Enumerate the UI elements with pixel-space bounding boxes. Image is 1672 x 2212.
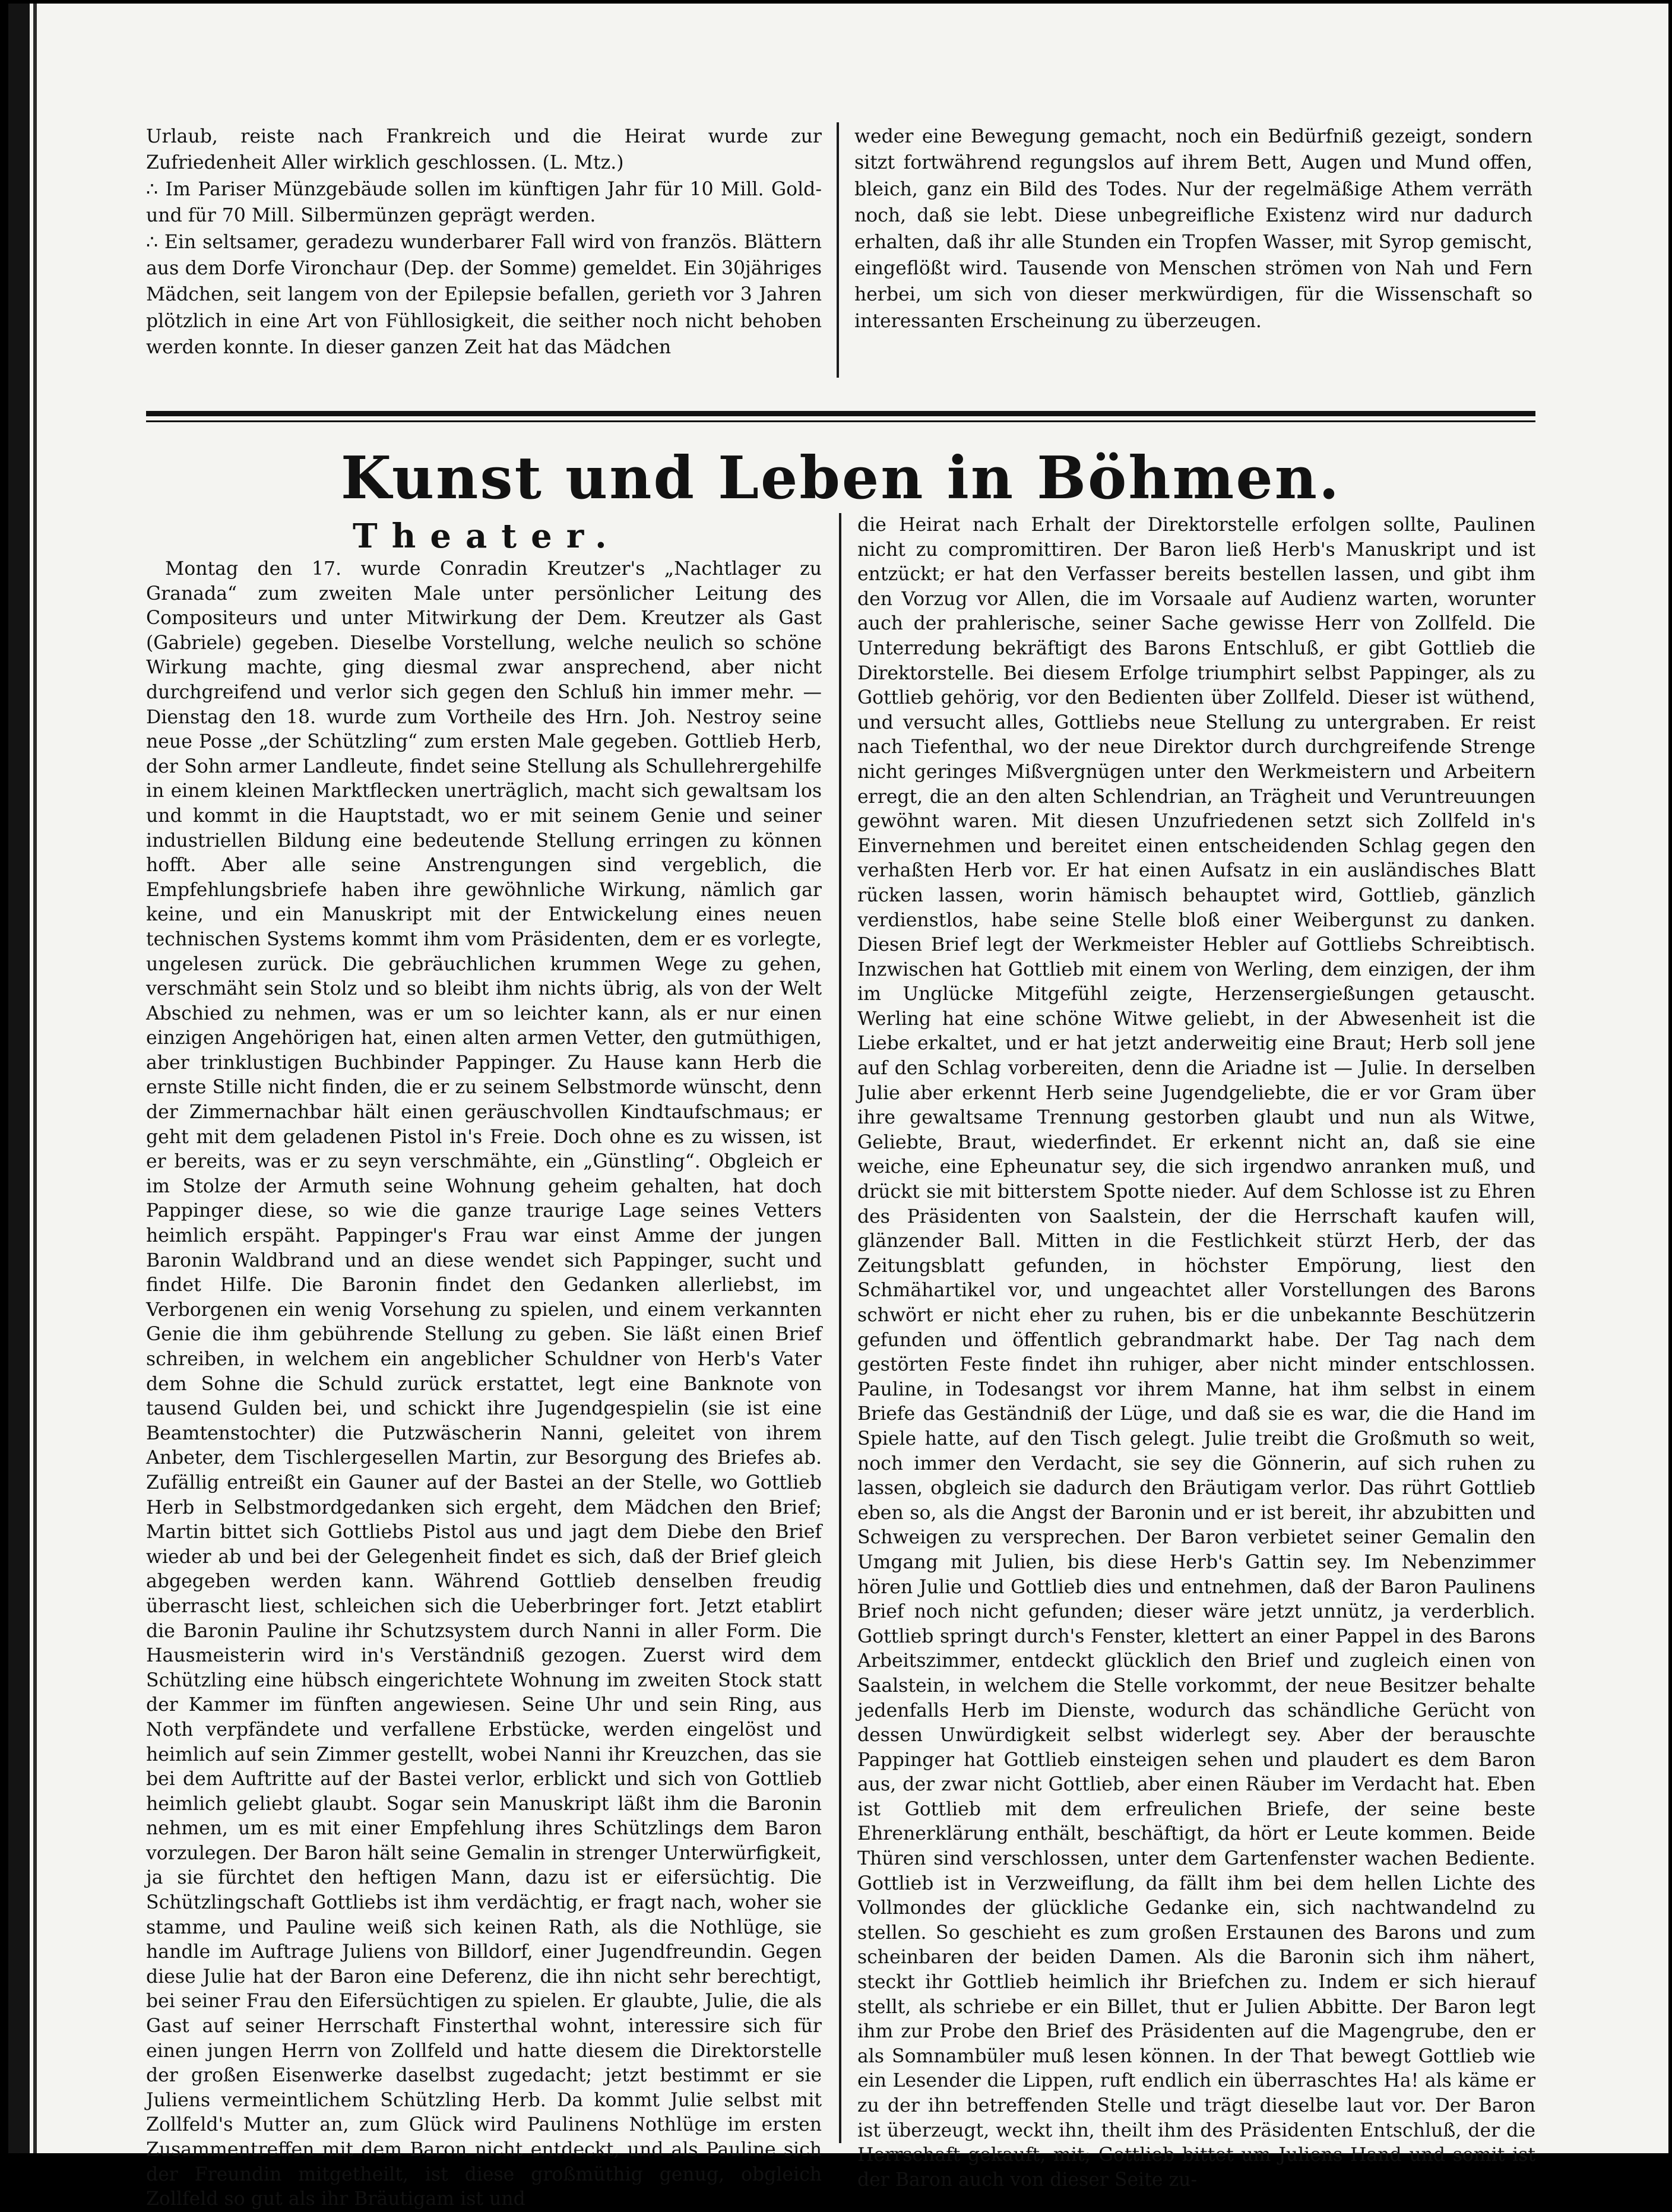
- news-item-continuation: weder eine Bewegung gemacht, noch ein Bedürfniß gezeigt, sondern sitzt fortwährend regungslos auf ihrem Bett, Augen und Mund offen, bleich, ganz ein Bild des Todes. Nur der regelmäßige Athem verräth noch, daß sie lebt. Diese unbegreifliche Existenz wird nur dadurch erhalten, daß ihr alle Stunden ein Tropfen Wasser, mit Syrop gemischt, eingeflößt wird. Tausende von Menschen strömen von Nah und Fern herbei, um sich von dieser merkwürdigen, für die Wissenschaft so interessanten Erscheinung zu überzeugen.: [854, 126, 1532, 332]
- newspaper-page: [8, 4, 1668, 2210]
- column-divider-top: [837, 122, 839, 378]
- top-right-column: [854, 124, 1532, 391]
- section-rule-thick: [146, 411, 1535, 416]
- column-divider-main: [839, 513, 841, 2143]
- main-left-column: [146, 557, 822, 2210]
- theater-review-part-1: Montag den 17. wurde Conradin Kreutzer's „Nachtlager zu Granada“ zum zweiten Male unter persönlicher Leitung des Compositeurs und unter Mitwirkung der Dem. Kreutzer als Gast (Gabriele) gegeben. Dieselbe Vorstellung, welche neulich so schöne Wirkung machte, ging diesmal zwar ansprechend, aber nicht durchgreifend und verlor sich gegen den Schluß hin immer mehr. — Dienstag den 18. wurde zum Vortheile des Hrn. Joh. Nestroy seine neue Posse „der Schützling“ zum ersten Male gegeben. Gottlieb Herb, der Sohn armer Landleute, findet seine Stellung als Schullehrergehilfe in einem kleinen Marktflecken unerträglich, macht sich gewaltsam los und kommt in die Hauptstadt, wo er mit seinem Genie und seiner industriellen Bildung eine bedeutende Stellung erringen zu können hofft. Aber alle seine Anstrengungen sind vergeblich, die Empfehlungsbriefe haben ihre gewöhnliche Wirkung, nämlich gar keine, und ein Manuskript mit der Entwickelung eines neuen technischen Systems kommt ihm vom Präsidenten, dem er es vorlegte, ungelesen zurück. Die gebräuchlichen krummen Wege zu gehen, verschmäht sein Stolz und so bleibt ihm nichts übrig, als von der Welt Abschied zu nehmen, was er um so leichter kann, als er nur einen einzigen Angehörigen hat, einen alten armen Vetter, den gutmüthigen, aber trinklustigen Buchbinder Pappinger. Zu Hause kann Herb die ernste Stille nicht finden, die er zu seinem Selbstmorde wünscht, denn der Zimmernachbar hält einen geräuschvollen Kindtaufschmaus; er geht mit dem geladenen Pistol in's Freie. Doch ohne es zu wissen, ist er bereits, was er zu seyn verschmähte, ein „Günstling“. Obgleich er im Stolze der Armuth seine Wohnung geheim gehalten, hat doch Pappinger diese, so wie die ganze traurige Lage seines Vetters heimlich erspäht. Pappinger's Frau war einst Amme der jungen Baronin Waldbrand und an diese wendet sich Pappinger, sucht und findet Hilfe. Die Baronin findet den Gedanken allerliebst, im Verborgenen ein wenig Vorsehung zu spielen, und einem verkannten Genie die ihm gebührende Stellung zu geben. Sie läßt einen Brief schreiben, in welchem ein angeblicher Schuldner von Herb's Vater dem Sohne die Schuld zurück erstattet, legt eine Banknote von tausend Gulden bei, und schickt ihre Jugendgespielin (sie ist eine Beamtenstochter) die Putzwäscherin Nanni, geleitet von ihrem Anbeter, dem Tischlergesellen Martin, zur Besorgung des Briefes ab. Zufällig entreißt ein Gauner auf der Bastei an der Stelle, wo Gottlieb Herb in Selbstmordgedanken sich ergeht, dem Mädchen den Brief; Martin bittet sich Gottliebs Pistol aus und jagt dem Diebe den Brief wieder ab und bei der Gelegenheit findet es sich, daß der Brief gleich abgegeben werden kann. Während Gottlieb denselben freudig überrascht liest, schleichen sich die Ueberbringer fort. Jetzt etablirt die Baronin Pauline ihr Schutzsystem durch Nanni in aller Form. Die Hausmeisterin wird in's Verständniß gezogen. Zuerst wird dem Schützling eine hübsch eingerichtete Wohnung im zweiten Stock statt der Kammer im fünften angewiesen. Seine Uhr und sein Ring, aus Noth verpfändete und verfallene Erbstücke, werden eingelöst und heimlich auf sein Zimmer gestellt, wobei Nanni ihr Kreuzchen, das sie bei dem Auftritte auf der Bastei verlor, erblickt und sich von Gottlieb heimlich geliebt glaubt. Sogar sein Manuskript läßt ihm die Baronin nehmen, um es mit einer Empfehlung ihres Schützlings dem Baron vorzulegen. Der Baron hält seine Gemalin in strenger Unterwürfigkeit, ja sie fürchtet den heftigen Mann, dazu ist er eifersüchtig. Die Schützlingschaft Gottliebs ist ihm verdächtig, er fragt nach, woher sie stamme, und Pauline weiß sich keinen Rath, als die Nothlüge, sie handle im Auftrage Juliens von Billdorf, einer Jugendfreundin. Gegen diese Julie hat der Baron eine Deferenz, die ihn nicht sehr berechtigt, bei seiner Frau den Eifersüchtigen zu spielen. Er glaubte, Julie, die als Gast auf seiner Herrschaft Finsterthal wohnt, interessire sich für einen jungen Herrn von Zollfeld und hatte diesem die Direktorstelle der großen Eisenwerke daselbst zugedacht; jetzt bestimmt er sie Juliens vermeintlichem Schützling Herb. Da kommt Julie selbst mit Zollfeld's Mutter an, zum Glück wird Paulinens Nothlüge im ersten Zusammentreffen mit dem Baron nicht entdeckt, und als Pauline sich der Freundin mitgetheilt, ist diese großmüthig genug, obgleich Zollfeld so gut als ihr Bräutigam ist und: [146, 558, 822, 2210]
- news-item-paris-mint: ∴ Im Pariser Münzgebäude sollen im künftigen Jahr für 10 Mill. Gold- und für 70 Mill. Silbermünzen geprägt werden.: [146, 178, 822, 227]
- book-spine: [8, 4, 30, 2153]
- section-title: Kunst und Leben in Böhmen.: [340, 444, 1341, 512]
- news-item-closing: Urlaub, reiste nach Frankreich und die Heirat wurde zur Zufriedenheit Aller wirklich geschlossen. (L. Mtz.): [146, 126, 822, 174]
- main-right-column: [857, 513, 1535, 2191]
- book-spine-edge: [33, 4, 37, 2153]
- news-item-strange-case: ∴ Ein seltsamer, geradezu wunderbarer Fall wird von französ. Blättern aus dem Dorfe Vironchaur (Dep. der Somme) gemeldet. Ein 30jähriges Mädchen, seit langem von der Epilepsie befallen, gerieth vor 3 Jahren plötzlich in eine Art von Fühllosigkeit, die seither noch nicht behoben werden konnte. In dieser ganzen Zeit hat das Mädchen: [146, 231, 822, 359]
- section-rule-thin: [146, 420, 1535, 422]
- top-left-column: [146, 124, 822, 391]
- theater-review-part-2: die Heirat nach Erhalt der Direktorstelle erfolgen sollte, Paulinen nicht zu compromittiren. Der Baron ließ Herb's Manuskript und ist entzückt; er hat den Verfasser bereits bestellen lassen, und gibt ihm den Vorzug vor Allen, die im Vorsaale auf Audienz warten, worunter auch der prahlerische, seiner Sache gewisse Herr von Zollfeld. Die Unterredung bekräftigt des Barons Entschluß, er gibt Gottlieb die Direktorstelle. Bei diesem Erfolge triumphirt selbst Pappinger, als zu Gottlieb gehörig, vor den Bedienten über Zollfeld. Dieser ist wüthend, und versucht alles, Gottliebs neue Stellung zu untergraben. Er reist nach Tiefenthal, wo der neue Direktor durch durchgreifende Strenge nicht geringes Mißvergnügen unter den Werkmeistern und Arbeitern erregt, die an den alten Schlendrian, an Trägheit und Veruntreuungen gewöhnt waren. Mit diesen Unzufriedenen setzt sich Zollfeld in's Einvernehmen und bereitet einen entscheidenden Schlag gegen den verhaßten Herb vor. Er hat einen Aufsatz in ein ausländisches Blatt rücken lassen, worin hämisch behauptet wird, Gottlieb, gänzlich verdienstlos, habe seine Stelle bloß einer Weibergunst zu danken. Diesen Brief legt der Werkmeister Hebler auf Gottliebs Schreibtisch. Inzwischen hat Gottlieb mit einem von Werling, dem einzigen, der ihm im Unglücke Mitgefühl zeigte, Herzensergießungen getauscht. Werling hat eine schöne Witwe geliebt, in der Abwesenheit ist die Liebe erkaltet, und er hat jetzt anderweitig eine Braut; Herb soll jene auf den Schlag vorbereiten, denn die Ariadne ist — Julie. In derselben Julie aber erkennt Herb seine Jugendgeliebte, die er vor Gram über ihre gewaltsame Trennung gestorben glaubt und nun als Witwe, Geliebte, Braut, wiederfindet. Er erkennt nicht an, daß sie eine weiche, eine Epheunatur sey, die sich irgendwo anranken muß, und drückt sie mit bitterstem Spotte nieder. Auf dem Schlosse ist zu Ehren des Präsidenten von Saalstein, der die Herrschaft kaufen will, glänzender Ball. Mitten in die Festlichkeit stürzt Herb, der das Zeitungsblatt gefunden, in höchster Empörung, liest den Schmähartikel vor, und ungeachtet aller Vorstellungen des Barons schwört er nicht eher zu ruhen, bis er die unbekannte Beschützerin gefunden und öffentlich gebrandmarkt habe. Der Tag nach dem gestörten Feste findet ihn ruhiger, aber nicht minder entschlossen. Pauline, in Todesangst vor ihrem Manne, hat ihm selbst in einem Briefe das Geständniß der Lüge, und daß sie es war, die die Hand im Spiele hatte, auf den Tisch gelegt. Julie treibt die Großmuth so weit, noch immer den Verdacht, sie sey die Gönnerin, auf sich ruhen zu lassen, obgleich sie dadurch den Bräutigam verlor. Das rührt Gottlieb eben so, als die Angst der Baronin und er ist bereit, ihr abzubitten und Schweigen zu versprechen. Der Baron verbietet seiner Gemalin den Umgang mit Julien, bis diese Herb's Gattin sey. Im Nebenzimmer hören Julie und Gottlieb dies und entnehmen, daß der Baron Paulinens Brief noch nicht gefunden; dieser wäre jetzt unnütz, ja verderblich. Gottlieb springt durch's Fenster, klettert an einer Pappel in des Barons Arbeitszimmer, entdeckt glücklich den Brief und zugleich einen von Saalstein, in welchem die Stelle vorkommt, der neue Besitzer behalte jedenfalls Herb im Dienste, wodurch das schändliche Gerücht von dessen Unwürdigkeit selbst widerlegt sey. Aber der berauschte Pappinger hat Gottlieb einsteigen sehen und plaudert es dem Baron aus, der zwar nicht Gottlieb, aber einen Räuber im Verdacht hat. Eben ist Gottlieb mit dem erfreulichen Briefe, der seine beste Ehrenerklärung enthält, beschäftigt, da hört er Leute kommen. Beide Thüren sind verschlossen, unter dem Gartenfenster wachen Bediente. Gottlieb ist in Verzweiflung, da fällt ihm bei dem hellen Lichte des Vollmondes der glückliche Gedanke ein, sich nachtwandelnd zu stellen. So geschieht es zum großen Erstaunen des Barons und zum scheinbaren der beiden Damen. Als die Baronin sich ihm nähert, steckt ihr Gottlieb heimlich ihr Briefchen zu. Indem er sich hierauf stellt, als schriebe er ein Billet, thut er Julien Abbitte. Der Baron legt ihm zur Probe den Brief des Präsidenten auf die Magengrube, den er als Somnambüler muß lesen können. In der That bewegt Gottlieb wie ein Lesender die Lippen, ruft endlich ein überraschtes Ha! als käme er zu der ihn betreffenden Stelle und trägt dieselbe laut vor. Der Baron ist überzeugt, weckt ihn, theilt ihm des Präsidenten Entschluß, der die Herrschaft gekauft, mit; Gottlieb bittet um Juliens Hand und somit ist der Baron auch von dieser Seite zu-: [857, 514, 1535, 2191]
- theater-heading: Theater.: [353, 517, 621, 556]
